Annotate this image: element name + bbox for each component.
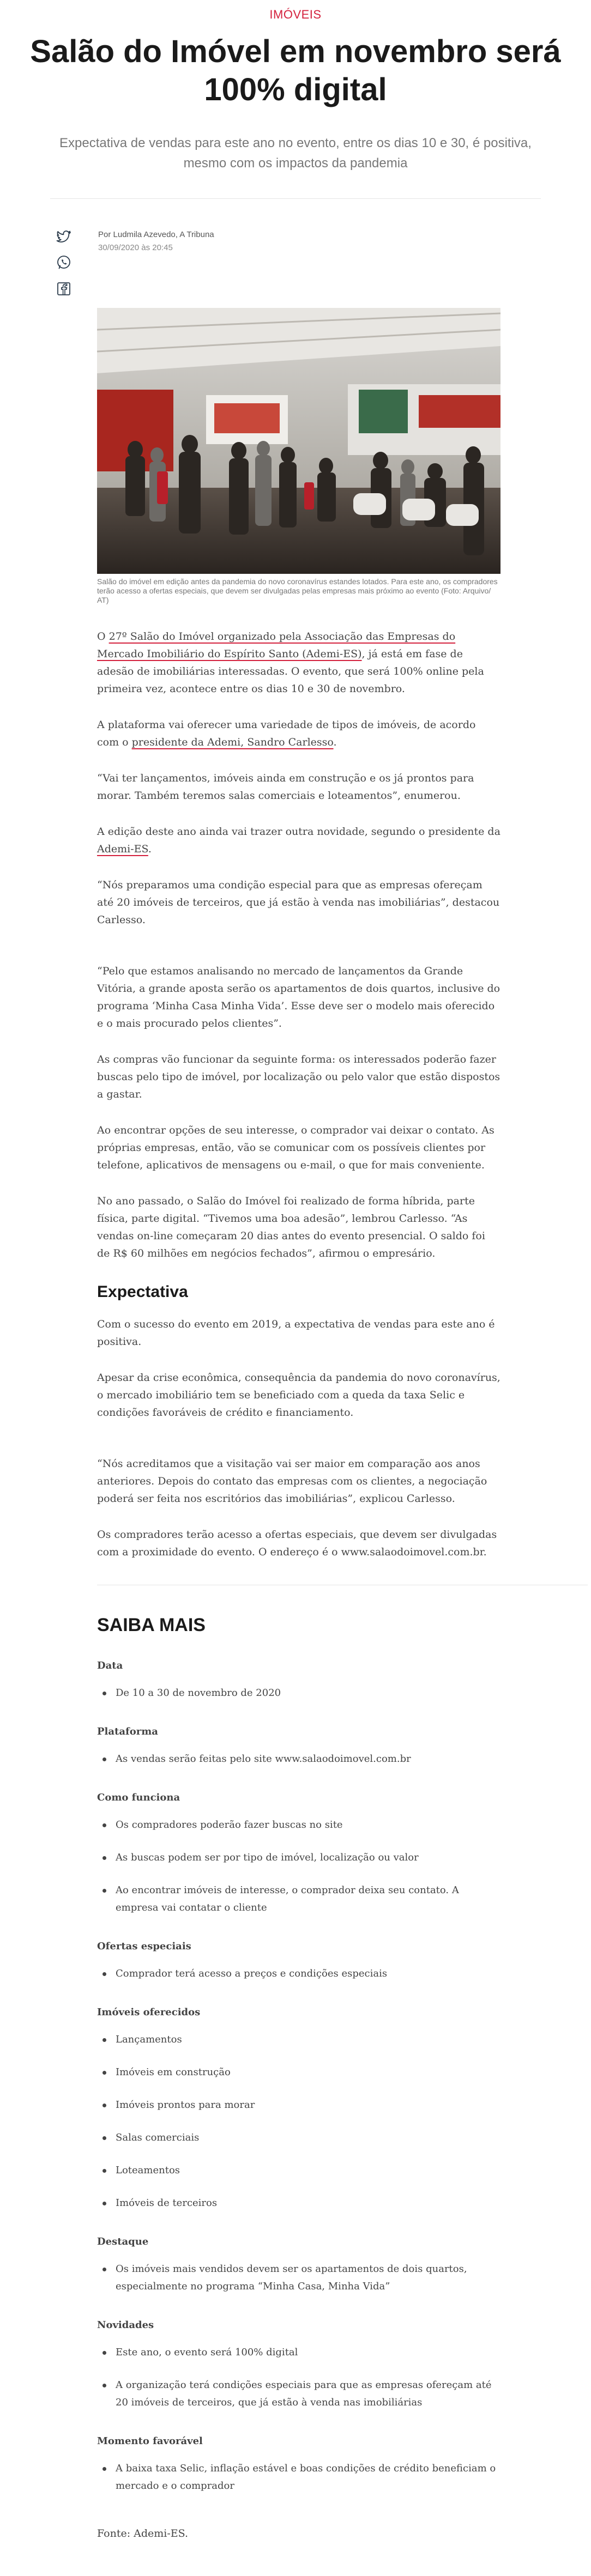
saiba-mais-heading: Momento favorável xyxy=(97,2435,203,2447)
paragraph-text: , já está em fase de adesão de imobiliárias interessadas. O evento, que será 100% online pela primeira vez, acontece entre os dias 10 e 30 de novembro. xyxy=(97,648,484,695)
article-paragraph xyxy=(97,716,500,751)
saiba-mais-sections xyxy=(97,1660,500,2495)
article-photo-figure xyxy=(97,308,500,605)
saiba-mais-item: Lançamentos xyxy=(116,2031,500,2048)
saiba-mais-section xyxy=(97,1660,500,1702)
paragraph-text: . xyxy=(333,736,337,748)
saiba-mais-list xyxy=(97,1684,500,1702)
saiba-mais-list xyxy=(97,1750,500,1768)
saiba-mais-list xyxy=(97,1816,500,1917)
article-paragraph: “Nós preparamos uma condição especial para que as empresas ofereçam até 20 imóveis de terceiros, que já estão à venda nas imobiliárias”, destacou Carlesso. xyxy=(97,879,500,926)
inline-link[interactable]: 27º Salão do Imóvel organizado pela Associação das Empresas do Mercado Imobiliário do Espírito Santo (Ademi-ES) xyxy=(97,631,456,660)
saiba-mais-heading: Novidades xyxy=(97,2319,154,2331)
section-kicker[interactable]: IMÓVEIS xyxy=(269,8,322,21)
article-body xyxy=(97,628,500,1561)
article-paragraph: As compras vão funcionar da seguinte forma: os interessados poderão fazer buscas pelo tipo de imóvel, por localização ou pelo valor que estão dispostos a gastar. xyxy=(97,1053,500,1100)
paragraph-text: O xyxy=(97,631,109,643)
article-paragraph: Com o sucesso do evento em 2019, a expectativa de vendas para este ano é positiva. xyxy=(97,1318,495,1348)
saiba-mais-section xyxy=(97,2435,500,2495)
section-heading: Expectativa xyxy=(97,1283,188,1301)
saiba-mais-item: Imóveis em construção xyxy=(116,2064,500,2081)
source-note: Fonte: Ademi-ES. xyxy=(97,2527,189,2539)
saiba-mais-section xyxy=(97,2319,500,2411)
saiba-mais-item: Os imóveis mais vendidos devem ser os apartamentos de dois quartos, especialmente no programa “Minha Casa, Minha Vida” xyxy=(116,2260,500,2295)
saiba-mais-item: A baixa taxa Selic, inflação estável e boas condições de crédito beneficiam o mercado e o comprador xyxy=(116,2460,500,2495)
saiba-mais-heading: Data xyxy=(97,1660,123,1671)
header-divider xyxy=(50,198,541,199)
saiba-mais-heading: Como funciona xyxy=(97,1792,180,1803)
saiba-mais-heading: Imóveis oferecidos xyxy=(97,2007,201,2018)
byline-date: 30/09/2020 às 20:45 xyxy=(98,243,173,252)
saiba-mais-item: As buscas podem ser por tipo de imóvel, localização ou valor xyxy=(116,1849,500,1866)
saiba-mais-list xyxy=(97,2344,500,2411)
article-paragraph xyxy=(97,628,500,698)
inline-link[interactable]: Ademi-ES xyxy=(97,843,148,855)
saiba-mais-box xyxy=(97,1615,500,2495)
byline-meta xyxy=(98,228,214,254)
article-paragraph: “Pelo que estamos analisando no mercado de lançamentos da Grande Vitória, a grande aposta serão os apartamentos de dois quartos, inclusive do programa ‘Minha Casa Minha Vida’. Esse deve ser o modelo mais oferecido e o mais procurado pelos clientes”. xyxy=(97,965,500,1029)
content-spacer xyxy=(97,929,500,962)
article-dek: Expectativa de vendas para este ano no evento, entre os dias 10 e 30, é positiva, mesmo com os impactos da pandemia xyxy=(59,136,532,171)
article-headline: Salão do Imóvel em novembro será 100% digital xyxy=(30,34,561,107)
saiba-mais-section xyxy=(97,1792,500,1917)
saiba-mais-list xyxy=(97,2260,500,2295)
photo-caption: Salão do imóvel em edição antes da pandemia do novo coronavírus estandes lotados. Para este ano, os compradores terão acesso a ofertas especiais, que devem ser divulgadas pelas empresas mais próximo ao evento (Foto: Arquivo/ AT) xyxy=(97,577,498,604)
saiba-mais-item: Este ano, o evento será 100% digital xyxy=(116,2344,500,2361)
saiba-mais-list xyxy=(97,2031,500,2212)
whatsapp-icon[interactable] xyxy=(55,253,73,272)
saiba-mais-item: Imóveis de terceiros xyxy=(116,2195,500,2212)
article-paragraph: Os compradores terão acesso a ofertas especiais, que devem ser divulgadas com a proximidade do evento. O endereço é o www.salaodoimovel.com.br. xyxy=(97,1529,497,1558)
byline-author: Por Ludmila Azevedo, A Tribuna xyxy=(98,230,214,239)
article-paragraph xyxy=(97,823,500,858)
paragraph-text: A plataforma vai oferecer uma variedade de tipos de imóveis, de acordo com o xyxy=(97,719,476,748)
saiba-mais-item: Ao encontrar imóveis de interesse, o comprador deixa seu contato. A empresa vai contatar o cliente xyxy=(116,1882,500,1917)
article-photo xyxy=(97,308,500,574)
saiba-mais-section xyxy=(97,2007,500,2212)
saiba-mais-item: As vendas serão feitas pelo site www.salaodoimovel.com.br xyxy=(116,1750,500,1768)
saiba-mais-item: Os compradores poderão fazer buscas no site xyxy=(116,1816,500,1834)
saiba-mais-item: A organização terá condições especiais para que as empresas ofereçam até 20 imóveis de terceiros, que já estão à venda nas imobiliárias xyxy=(116,2377,500,2411)
saiba-mais-section xyxy=(97,1726,500,1768)
paragraph-text: . xyxy=(148,843,152,855)
article-paragraph: “Nós acreditamos que a visitação vai ser maior em comparação aos anos anteriores. Depois do contato das empresas com os clientes, a negociação poderá ser feita nos escritórios das imobiliárias”, explicou Carlesso. xyxy=(97,1458,487,1505)
saiba-mais-heading: Destaque xyxy=(97,2236,149,2247)
saiba-mais-heading: Plataforma xyxy=(97,1726,158,1737)
saiba-mais-item: Imóveis prontos para morar xyxy=(116,2096,500,2114)
content-spacer xyxy=(97,1421,500,1455)
paragraph-text: A edição deste ano ainda vai trazer outra novidade, segundo o presidente da xyxy=(97,826,500,838)
article-paragraph: Ao encontrar opções de seu interesse, o comprador vai deixar o contato. As próprias empresas, então, vão se comunicar com os possíveis clientes por telefone, aplicativos de mensagens ou e-mail, o que for mais conveniente. xyxy=(97,1124,494,1171)
saiba-mais-item: Loteamentos xyxy=(116,2162,500,2179)
saiba-mais-section xyxy=(97,2236,500,2295)
saiba-mais-heading: Ofertas especiais xyxy=(97,1941,191,1952)
twitter-icon[interactable] xyxy=(55,227,73,246)
saiba-mais-item: Salas comerciais xyxy=(116,2129,500,2147)
saiba-mais-item: Comprador terá acesso a preços e condições especiais xyxy=(116,1965,500,1983)
saiba-mais-section xyxy=(97,1941,500,1983)
article-paragraph: No ano passado, o Salão do Imóvel foi realizado de forma híbrida, parte física, parte digital. “Tivemos uma boa adesão”, lembrou Carlesso. “As vendas on-line começaram 20 dias antes do evento presencial. O saldo foi de R$ 60 milhões em negócios fechados”, afirmou o empresário. xyxy=(97,1195,485,1259)
facebook-icon[interactable] xyxy=(55,280,73,298)
saiba-mais-list xyxy=(97,1965,500,1983)
saiba-mais-list xyxy=(97,2460,500,2495)
byline-row xyxy=(50,227,541,293)
saiba-mais-title: SAIBA MAIS xyxy=(97,1615,206,1635)
article-paragraph: “Vai ter lançamentos, imóveis ainda em construção e os já prontos para morar. Também teremos salas comerciais e loteamentos”, enumerou. xyxy=(97,772,474,802)
share-bar xyxy=(55,227,76,306)
saiba-mais-item: De 10 a 30 de novembro de 2020 xyxy=(116,1684,500,1702)
article-paragraph: Apesar da crise econômica, consequência da pandemia do novo coronavírus, o mercado imobiliário tem se beneficiado com a queda da taxa Selic e condições favoráveis de crédito e financiamento. xyxy=(97,1372,500,1419)
inline-link[interactable]: presidente da Ademi, Sandro Carlesso xyxy=(131,736,334,748)
